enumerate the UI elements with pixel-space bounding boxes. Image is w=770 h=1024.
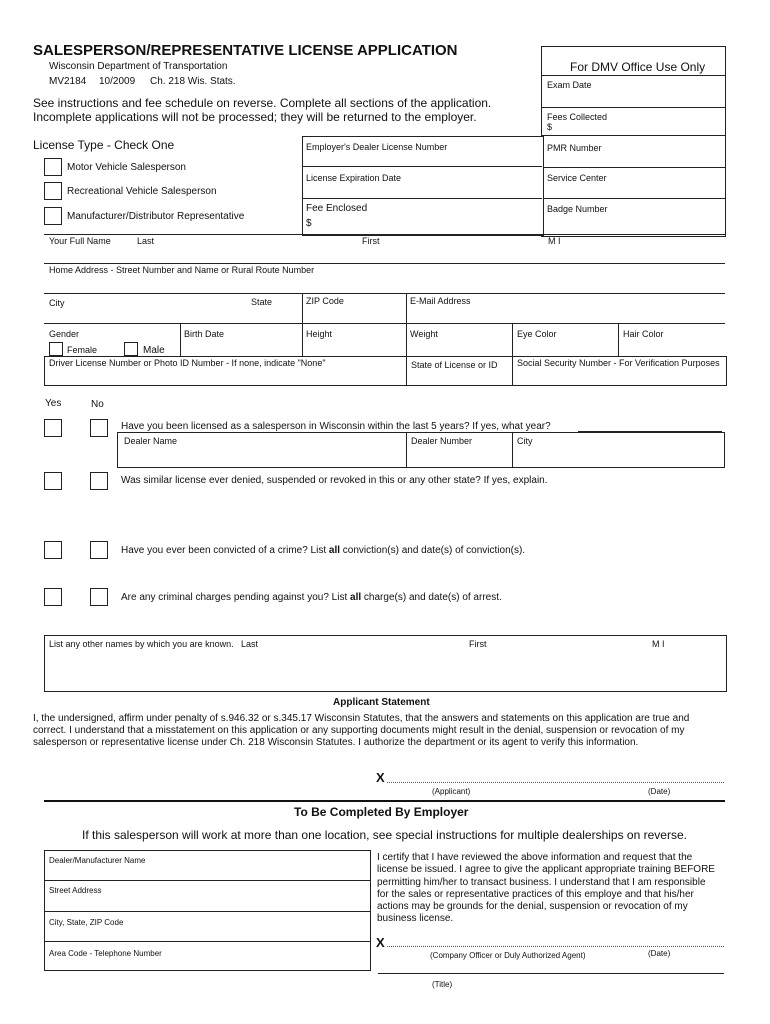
other-names-first-label: First [469,639,487,649]
zip-label: ZIP Code [306,296,344,306]
name-mi-label: M I [548,236,561,246]
title-caption: (Title) [432,980,453,989]
driver-license-label: Driver License Number or Photo ID Number - If none, indicate "None" [49,358,326,368]
dmv-box-title: For DMV Office Use Only [570,60,706,74]
applicant-statement-heading: Applicant Statement [333,697,430,708]
service-center-label: Service Center [547,173,607,183]
applicant-date-caption: (Date) [648,787,671,796]
male-label: Male [143,345,165,356]
city-state-zip-label: City, State, ZIP Code [49,918,124,927]
q3-text: Have you ever been convicted of a crime? List all conviction(s) and date(s) of conviction(s). [121,545,526,556]
q4-no-checkbox[interactable] [90,588,108,606]
weight-label: Weight [410,329,438,339]
cert-line-3: permitting him/her to transact business. I understand that I am responsible [377,877,706,888]
employer-date-caption: (Date) [648,949,671,958]
form-number: MV2184 [49,76,87,87]
name-last-label: Last [137,236,155,246]
employer-subheading: If this salesperson will work at more than one location, see special instructions for multiple dealerships on reverse. [82,828,687,842]
cert-line-1: I certify that I have reviewed the above information and request that the [377,852,693,863]
q1-dealer-name-label: Dealer Name [124,436,178,446]
city-label: City [49,298,65,308]
q2-yes-checkbox[interactable] [44,472,62,490]
instructions-line-2: Incomplete applications will not be processed; they will be returned to the employer. [33,110,477,124]
employer-signature-x: X [376,935,385,950]
gender-label: Gender [49,329,80,339]
hair-color-label: Hair Color [623,329,664,339]
cert-line-6: business license. [377,913,454,924]
male-checkbox[interactable] [124,342,138,356]
recreational-vehicle-checkbox[interactable] [44,182,62,200]
title-line[interactable] [378,973,724,974]
q1-dealer-number-label: Dealer Number [411,436,473,446]
home-address-label: Home Address - Street Number and Name or Rural Route Number [49,265,315,275]
applicant-caption: (Applicant) [432,787,471,796]
pmr-number-label: PMR Number [547,143,602,153]
other-names-last-label: Last [241,639,259,649]
form-date: 10/2009 [99,76,136,87]
female-checkbox[interactable] [49,342,63,356]
q1-city-label: City [517,436,533,446]
fees-collected-symbol: $ [547,122,553,132]
agency-name: Wisconsin Department of Transportation [49,61,228,72]
dealer-name-label: Dealer/Manufacturer Name [49,856,146,865]
phone-label: Area Code - Telephone Number [49,949,162,958]
statute-ref: Ch. 218 Wis. Stats. [150,76,236,87]
q1-text: Have you been licensed as a salesperson in Wisconsin within the last 5 years? If yes, what year? [121,421,551,432]
no-column-header: No [91,399,104,410]
license-expiration-label: License Expiration Date [306,173,402,183]
name-first-label: First [362,236,380,246]
form-title: SALESPERSON/REPRESENTATIVE LICENSE APPLICATION [33,42,458,59]
state-of-license-label: State of License or ID [411,360,498,370]
statement-line-1: I, the undersigned, affirm under penalty of s.946.32 or s.345.17 Wisconsin Statutes, that the answers and statements on this application are true and [33,713,690,724]
q2-text: Was similar license ever denied, suspended or revoked in this or any other state? If yes, explain. [121,475,548,486]
employer-signature-line[interactable] [387,946,724,947]
q1-yes-checkbox[interactable] [44,419,62,437]
motor-vehicle-label: Motor Vehicle Salesperson [67,162,186,173]
female-label: Female [67,345,98,355]
full-name-label: Your Full Name [49,236,111,246]
dealer-license-number-label: Employer's Dealer License Number [306,142,448,152]
cert-line-5: actions may be grounds for the denial, suspension or revocation of my [377,901,688,912]
badge-number-label: Badge Number [547,204,608,214]
other-names-mi-label: M I [652,639,665,649]
cert-line-4: for the sales or representative practices of this employe and that his/her [377,889,694,900]
yes-column-header: Yes [45,398,62,409]
fee-enclosed-symbol: $ [306,218,312,229]
other-names-label: List any other names by which you are known. [49,639,234,649]
q4-text: Are any criminal charges pending against you? List all charge(s) and date(s) of arrest. [121,592,502,603]
birth-date-label: Birth Date [184,329,225,339]
section-divider [44,800,725,802]
statement-line-3: salesperson or representative license under Ch. 218 Wisconsin Statutes. I authorize the department or its agent to verify this information. [33,737,639,748]
recreational-vehicle-label: Recreational Vehicle Salesperson [67,186,217,197]
cert-line-2: license be issued. I agree to give the applicant appropriate training BEFORE [377,864,715,875]
instructions-line-1: See instructions and fee schedule on reverse. Complete all sections of the application. [33,96,492,110]
street-address-label: Street Address [49,886,102,895]
statement-line-2: correct. I understand that a misstatement on this application or any supporting documents might result in the denial, suspension or revocation of my [33,725,685,736]
manufacturer-rep-label: Manufacturer/Distributor Representative [67,211,245,222]
manufacturer-rep-checkbox[interactable] [44,207,62,225]
q2-no-checkbox[interactable] [90,472,108,490]
employer-heading: To Be Completed By Employer [294,805,469,819]
officer-caption: (Company Officer or Duly Authorized Agent) [430,951,586,960]
height-label: Height [306,329,333,339]
exam-date-label: Exam Date [547,80,592,90]
q1-no-checkbox[interactable] [90,419,108,437]
email-label: E-Mail Address [410,296,471,306]
applicant-signature-x: X [376,770,385,785]
q4-yes-checkbox[interactable] [44,588,62,606]
applicant-signature-line[interactable] [387,782,724,783]
state-label: State [251,297,273,307]
fee-enclosed-label: Fee Enclosed [306,203,368,214]
motor-vehicle-checkbox[interactable] [44,158,62,176]
q3-no-checkbox[interactable] [90,541,108,559]
license-type-heading: License Type - Check One [33,138,175,152]
fees-collected-label: Fees Collected [547,112,608,122]
q3-yes-checkbox[interactable] [44,541,62,559]
eye-color-label: Eye Color [517,329,557,339]
ssn-label: Social Security Number - For Verification Purposes [517,358,720,368]
